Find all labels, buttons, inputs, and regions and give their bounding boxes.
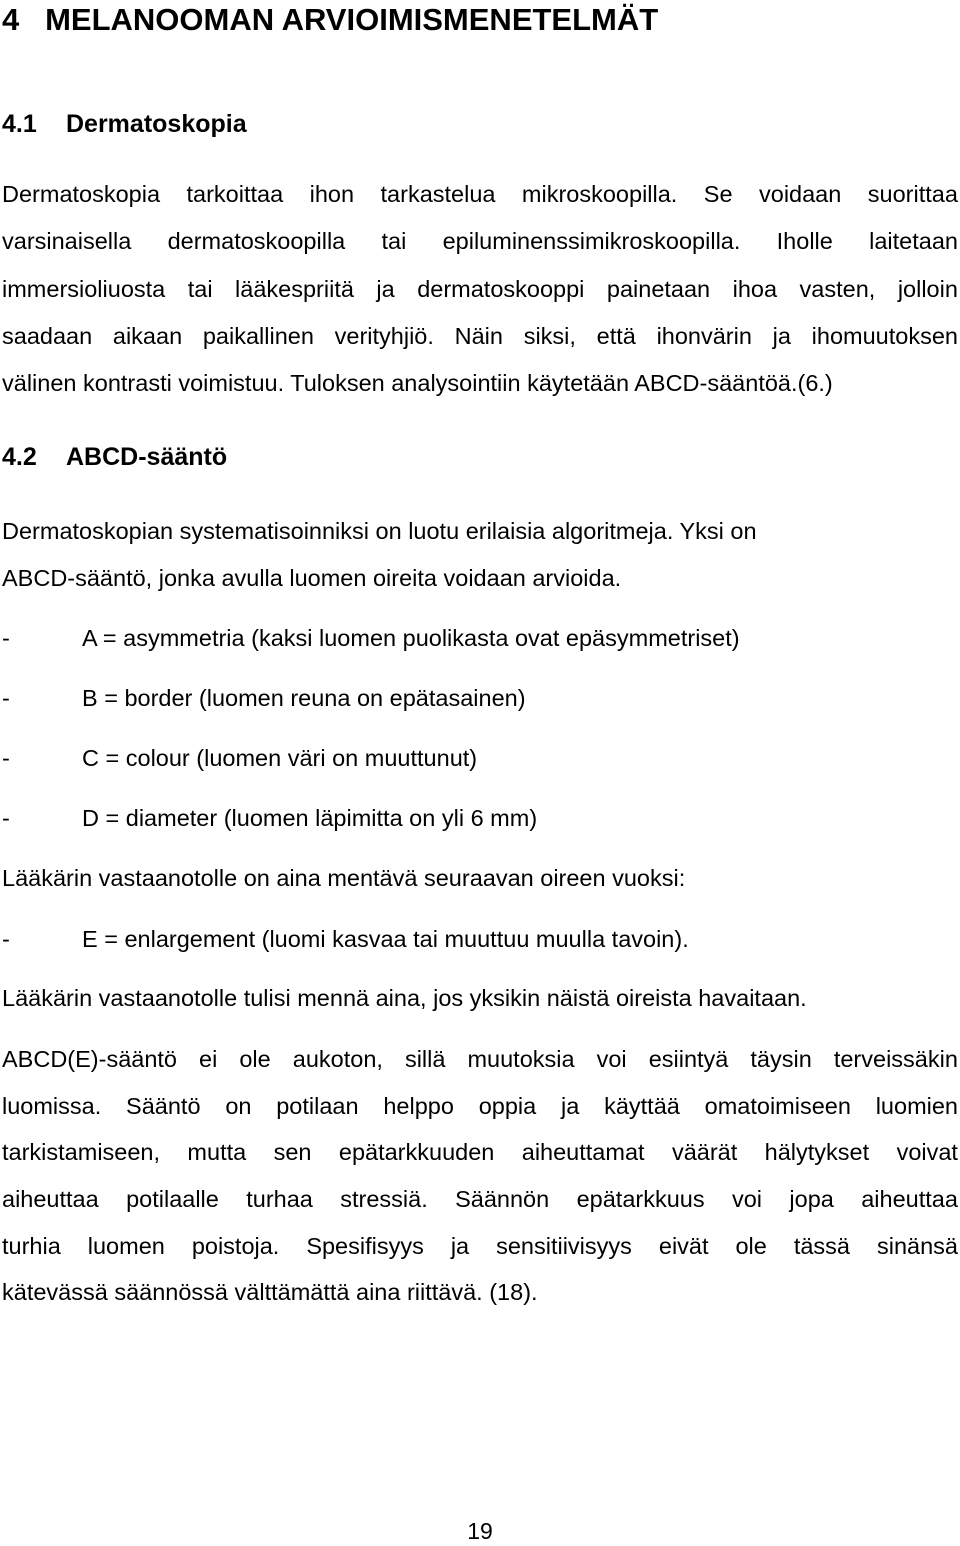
list-item <box>2 743 477 773</box>
bullet-dash: - <box>2 926 10 952</box>
bullet-dash: - <box>2 805 10 831</box>
bullet-dash: - <box>2 745 10 771</box>
section-heading-abcd <box>2 441 227 473</box>
paragraph-line: turhia luomen poistoja. Spesifisyys ja sensitiivisyys eivät ole tässä sinänsä <box>2 1233 958 1259</box>
list-item <box>2 623 740 653</box>
paragraph-line: ABCD-sääntö, jonka avulla luomen oireita voidaan arvioida. <box>2 565 622 591</box>
paragraph-line: välinen kontrasti voimistuu. Tuloksen analysointiin käytetään ABCD-sääntöä.(6.) <box>2 370 833 396</box>
list-item-text: D = diameter (luomen läpimitta on yli 6 mm) <box>82 805 538 831</box>
section-number: 4.1 <box>2 110 37 138</box>
paragraph-line: varsinaisella dermatoskoopilla tai epiluminenssimikroskoopilla. Iholle laitetaan <box>2 228 958 254</box>
paragraph-line: Lääkärin vastaanotolle tulisi mennä aina, jos yksikin näistä oireista havaitaan. <box>2 985 807 1011</box>
paragraph-line: kätevässä säännössä välttämättä aina riittävä. (18). <box>2 1279 538 1305</box>
chapter-heading <box>2 0 658 40</box>
section-number: 4.2 <box>2 443 37 471</box>
paragraph-line: immersioliuosta tai lääkespriitä ja dermatoskooppi painetaan ihoa vasten, jolloin <box>2 276 958 302</box>
page-number: 19 <box>467 1518 493 1544</box>
paragraph-line: tarkistamiseen, mutta sen epätarkkuuden aiheuttamat väärät hälytykset voivat <box>2 1139 958 1165</box>
list-item <box>2 924 689 954</box>
list-item <box>2 803 537 833</box>
section-title: Dermatoskopia <box>66 110 247 138</box>
section-heading-dermatoskopia <box>2 108 247 140</box>
list-item <box>2 683 526 713</box>
paragraph-line: Dermatoskopia tarkoittaa ihon tarkastelua mikroskoopilla. Se voidaan suorittaa <box>2 181 958 207</box>
section-title: ABCD-sääntö <box>66 443 228 471</box>
paragraph-line: Lääkärin vastaanotolle on aina mentävä seuraavan oireen vuoksi: <box>2 865 686 891</box>
paragraph-line: luomissa. Sääntö on potilaan helppo oppia ja käyttää omatoimiseen luomien <box>2 1093 958 1119</box>
list-item-text: B = border (luomen reuna on epätasainen) <box>82 685 526 711</box>
bullet-dash: - <box>2 685 10 711</box>
paragraph-line: saadaan aikaan paikallinen verityhjiö. Näin siksi, että ihonvärin ja ihomuutoksen <box>2 323 958 349</box>
chapter-title: MELANOOMAN ARVIOIMISMENETELMÄT <box>45 2 659 37</box>
paragraph-line: ABCD(E)-sääntö ei ole aukoton, sillä muutoksia voi esiintyä täysin terveissäkin <box>2 1046 958 1072</box>
chapter-number: 4 <box>2 2 20 37</box>
list-item-text: A = asymmetria (kaksi luomen puolikasta ovat epäsymmetriset) <box>82 625 740 651</box>
paragraph-line: Dermatoskopian systematisoinniksi on luotu erilaisia algoritmeja. Yksi on <box>2 518 757 544</box>
list-item-text: C = colour (luomen väri on muuttunut) <box>82 745 478 771</box>
paragraph-line: aiheuttaa potilaalle turhaa stressiä. Säännön epätarkkuus voi jopa aiheuttaa <box>2 1186 958 1212</box>
bullet-dash: - <box>2 625 10 651</box>
list-item-text: E = enlargement (luomi kasvaa tai muuttuu muulla tavoin). <box>82 926 689 952</box>
